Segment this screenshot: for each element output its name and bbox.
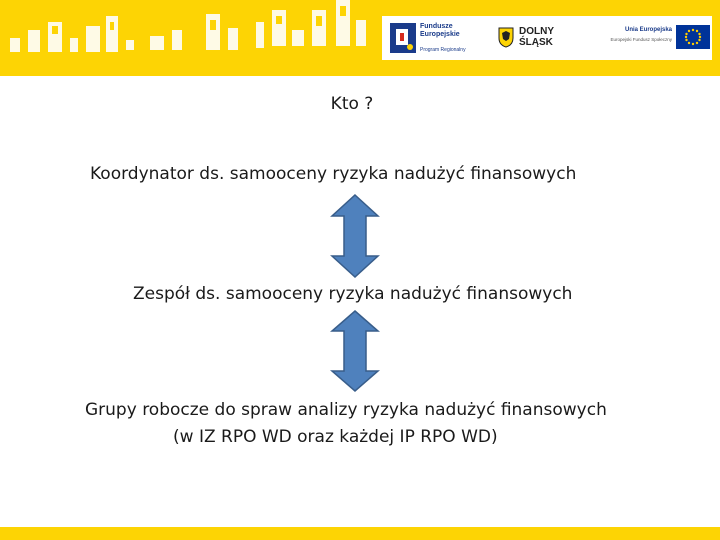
ds-logo-text	[519, 26, 554, 48]
logo-strip	[382, 16, 712, 60]
ue-logo-sub: Europejski Fundusz Społeczny	[610, 37, 672, 42]
fe-logo-sub: Program Regionalny	[420, 47, 466, 53]
fe-logo-line1: Fundusze	[420, 23, 453, 30]
header-band	[0, 0, 720, 76]
ds-logo-line2: ŚLĄSK	[519, 37, 553, 48]
working-groups-text: Grupy robocze do spraw analizy ryzyka nadużyć finansowych	[85, 400, 607, 420]
footer-band	[0, 527, 720, 540]
fe-logo-text	[420, 23, 460, 39]
eagle-emblem-icon	[497, 26, 515, 48]
working-groups-note: (w IZ RPO WD oraz każdej IP RPO WD)	[173, 427, 498, 447]
ds-logo-line1: DOLNY	[519, 26, 554, 37]
double-arrow-icon	[330, 310, 380, 392]
slide-title: Kto ?	[330, 94, 374, 114]
double-arrow-icon	[330, 194, 380, 278]
fundusze-europejskie-logo	[390, 21, 480, 55]
eu-flag-icon	[676, 25, 710, 49]
unia-europejska-logo	[602, 25, 710, 53]
coordinator-text: Koordynator ds. samooceny ryzyka nadużyć finansowych	[90, 164, 577, 184]
ue-logo-text: Unia Europejska	[624, 27, 672, 33]
fe-logo-line2: Europejskie	[420, 31, 460, 38]
team-text: Zespół ds. samooceny ryzyka nadużyć finansowych	[133, 284, 573, 304]
dolny-slask-logo	[497, 25, 567, 51]
decorative-squares	[0, 0, 380, 76]
fe-emblem-icon	[390, 23, 416, 53]
